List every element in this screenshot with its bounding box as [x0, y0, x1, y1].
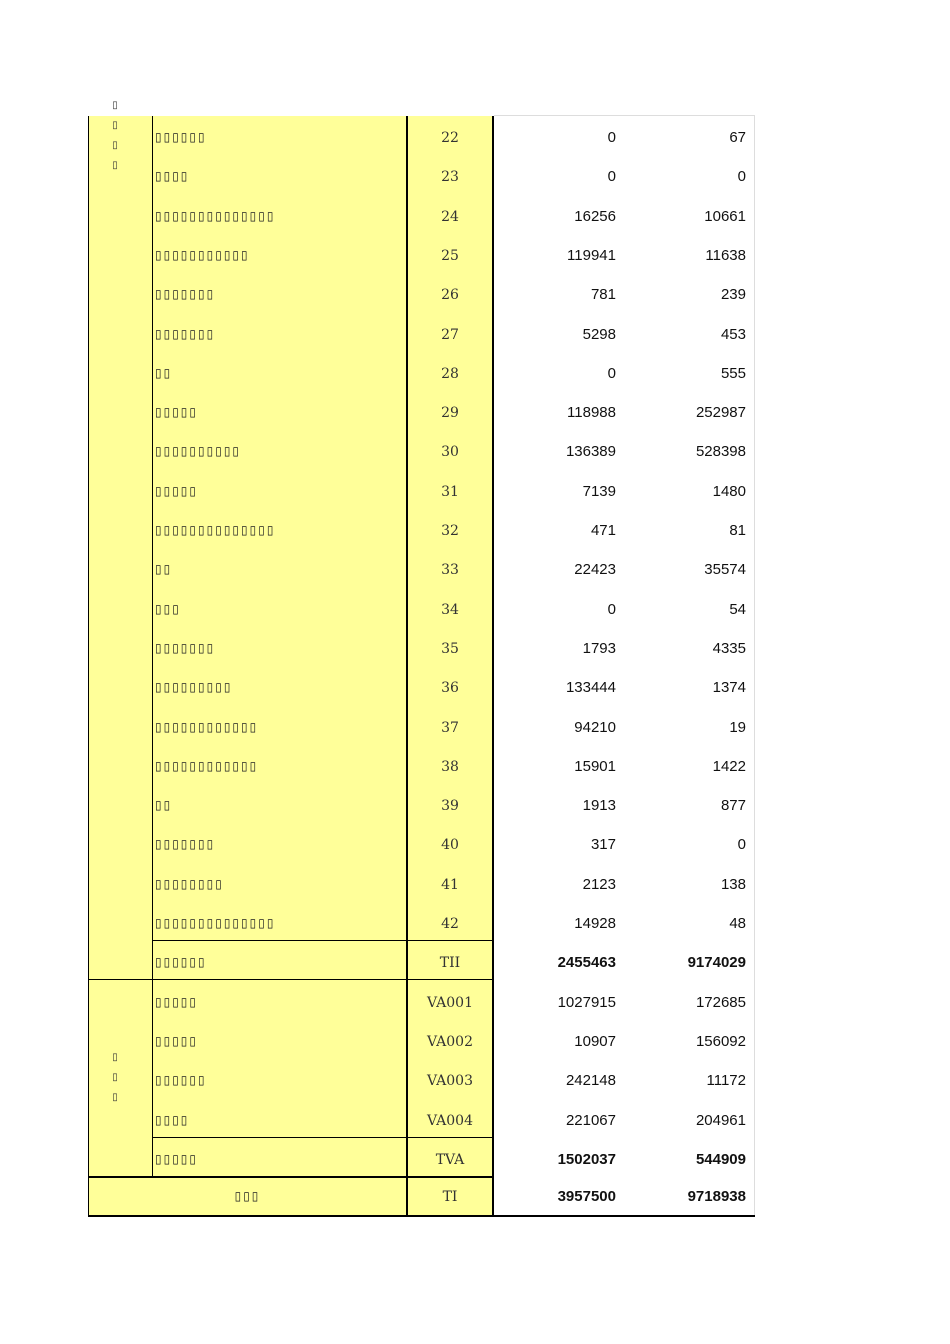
row-value-1: 2455463 — [557, 954, 616, 971]
row-value-1: 1793 — [582, 640, 616, 657]
row-value-2: 1422 — [712, 758, 746, 775]
row-value-2: 453 — [720, 326, 746, 343]
row-name: ▯▯▯▯▯▯ — [155, 955, 207, 969]
row-value-1: 242148 — [565, 1072, 616, 1089]
row-value-2: 4335 — [712, 640, 746, 657]
row-code: VA003 — [427, 1073, 473, 1089]
group-char: ▯ — [112, 120, 118, 131]
group-label-intermediate — [108, 96, 122, 176]
row-value-2: 48 — [729, 915, 746, 932]
border-right — [754, 116, 755, 1216]
row-name: ▯▯▯▯▯▯▯▯▯▯▯▯▯▯ — [155, 523, 276, 537]
group-char: ▯ — [112, 1072, 118, 1083]
row-value-2: 67 — [729, 129, 746, 146]
row-code: 32 — [441, 523, 459, 539]
row-code: TII — [439, 955, 461, 971]
row-value-2: 0 — [737, 836, 746, 853]
row-value-1: 781 — [590, 286, 616, 303]
row-name: ▯▯▯▯▯ — [155, 484, 199, 498]
row-value-1: 22423 — [574, 561, 616, 578]
total-value-2: 9718938 — [687, 1188, 746, 1205]
row-value-2: 544909 — [695, 1151, 746, 1168]
group-char: ▯ — [112, 140, 118, 151]
row-name: ▯▯▯▯▯▯▯ — [155, 327, 216, 341]
row-name: ▯▯▯▯▯ — [155, 995, 199, 1009]
row-code: 37 — [441, 720, 459, 736]
border-top — [494, 115, 755, 116]
row-value-2: 528398 — [695, 443, 746, 460]
row-value-1: 7139 — [582, 483, 616, 500]
row-value-2: 877 — [720, 797, 746, 814]
row-name: ▯▯▯▯ — [155, 169, 190, 183]
row-name: ▯▯▯▯▯ — [155, 1152, 199, 1166]
row-code: 28 — [441, 366, 459, 382]
row-name: ▯▯ — [155, 798, 173, 812]
row-value-2: 11638 — [705, 247, 746, 264]
row-value-2: 156092 — [695, 1033, 746, 1050]
row-value-1: 14928 — [574, 915, 616, 932]
row-value-2: 172685 — [695, 994, 746, 1011]
row-value-2: 1374 — [712, 679, 746, 696]
row-code: 42 — [441, 916, 459, 932]
row-value-1: 133444 — [565, 679, 616, 696]
row-value-2: 1480 — [712, 483, 746, 500]
code-column-bg — [407, 116, 493, 1216]
row-name: ▯▯▯▯▯▯▯▯▯▯▯ — [155, 248, 250, 262]
row-name: ▯▯▯▯▯▯ — [155, 1073, 207, 1087]
row-value-2: 81 — [729, 522, 746, 539]
row-code: 39 — [441, 798, 459, 814]
row-value-1: 15901 — [574, 758, 616, 775]
group-char: ▯ — [112, 160, 118, 171]
row-value-2: 9174029 — [687, 954, 746, 971]
row-code: 33 — [441, 562, 459, 578]
row-code: 29 — [441, 405, 459, 421]
row-name: ▯▯ — [155, 366, 173, 380]
row-name: ▯▯ — [155, 562, 173, 576]
border-left — [88, 116, 89, 1216]
row-code: 23 — [441, 169, 459, 185]
row-code: 31 — [441, 484, 459, 500]
row-name: ▯▯▯▯▯▯ — [155, 130, 207, 144]
row-value-2: 35574 — [704, 561, 746, 578]
row-name: ▯▯▯▯▯▯▯ — [155, 287, 216, 301]
line-va-bottom — [88, 1176, 493, 1178]
row-value-1: 1913 — [582, 797, 616, 814]
row-value-1: 119941 — [567, 247, 616, 264]
group-char: ▯ — [112, 100, 118, 111]
row-value-2: 204961 — [695, 1112, 746, 1129]
total-value-1: 3957500 — [557, 1188, 616, 1205]
row-name: ▯▯▯▯ — [155, 1113, 190, 1127]
row-value-1: 0 — [607, 365, 616, 382]
row-value-1: 317 — [590, 836, 616, 853]
row-value-1: 10907 — [574, 1033, 616, 1050]
row-code: 35 — [441, 641, 459, 657]
row-value-2: 0 — [737, 168, 746, 185]
row-code: VA002 — [427, 1034, 473, 1050]
row-code: 24 — [441, 209, 459, 225]
row-value-1: 2123 — [582, 876, 616, 893]
row-name: ▯▯▯▯▯▯▯ — [155, 641, 216, 655]
row-value-1: 118988 — [567, 404, 616, 421]
row-value-1: 471 — [590, 522, 616, 539]
border-code-right — [492, 116, 494, 1216]
row-value-1: 1502037 — [557, 1151, 616, 1168]
row-value-1: 16256 — [574, 208, 616, 225]
border-bottom — [88, 1215, 755, 1217]
row-value-1: 94210 — [574, 719, 616, 736]
row-code: 38 — [441, 759, 459, 775]
row-name: ▯▯▯▯▯▯▯▯▯ — [155, 680, 233, 694]
row-value-2: 252987 — [695, 404, 746, 421]
row-value-1: 0 — [607, 129, 616, 146]
row-code: 22 — [441, 130, 459, 146]
row-value-2: 11172 — [706, 1072, 746, 1089]
row-name: ▯▯▯▯▯▯▯▯ — [155, 877, 224, 891]
row-value-2: 138 — [720, 876, 746, 893]
line-tii-top — [152, 940, 493, 941]
row-value-2: 239 — [720, 286, 746, 303]
total-name: ▯▯▯ — [234, 1189, 261, 1203]
row-value-2: 555 — [720, 365, 746, 382]
row-value-1: 1027915 — [557, 994, 616, 1011]
row-name: ▯▯▯▯▯▯▯▯▯▯▯▯▯▯ — [155, 209, 276, 223]
line-tva-top — [152, 1137, 493, 1138]
group-char: ▯ — [112, 1052, 118, 1063]
group-label-value-added — [108, 1048, 122, 1108]
row-value-1: 5298 — [582, 326, 616, 343]
row-code: 34 — [441, 602, 459, 618]
row-name: ▯▯▯▯▯▯▯▯▯▯▯▯ — [155, 720, 259, 734]
row-code: 36 — [441, 680, 459, 696]
row-value-1: 136389 — [565, 443, 616, 460]
row-value-2: 19 — [729, 719, 746, 736]
row-name: ▯▯▯ — [155, 602, 181, 616]
group-column-intermediate-bg — [88, 116, 152, 979]
row-name: ▯▯▯▯▯ — [155, 405, 199, 419]
row-code: 25 — [441, 248, 459, 264]
row-code: TVA — [435, 1152, 465, 1168]
border-name-right — [406, 116, 408, 1216]
row-code: VA004 — [427, 1113, 473, 1129]
row-name: ▯▯▯▯▯▯▯ — [155, 837, 216, 851]
row-name: ▯▯▯▯▯ — [155, 1034, 199, 1048]
row-code: 41 — [441, 877, 459, 893]
total-code: TI — [442, 1189, 458, 1205]
row-code: VA001 — [427, 995, 473, 1011]
row-code: 27 — [441, 327, 459, 343]
row-value-1: 221067 — [565, 1112, 616, 1129]
row-code: 26 — [441, 287, 459, 303]
row-value-2: 54 — [729, 601, 746, 618]
border-group-right — [152, 116, 153, 1177]
row-value-2: 10661 — [704, 208, 746, 225]
row-name: ▯▯▯▯▯▯▯▯▯▯▯▯ — [155, 759, 259, 773]
group-char: ▯ — [112, 1092, 118, 1103]
row-code: 40 — [441, 837, 459, 853]
row-value-1: 0 — [607, 601, 616, 618]
row-code: 30 — [441, 444, 459, 460]
row-name: ▯▯▯▯▯▯▯▯▯▯▯▯▯▯ — [155, 916, 276, 930]
line-intermediate-bottom — [88, 979, 493, 980]
row-value-1: 0 — [607, 168, 616, 185]
row-name: ▯▯▯▯▯▯▯▯▯▯ — [155, 444, 242, 458]
